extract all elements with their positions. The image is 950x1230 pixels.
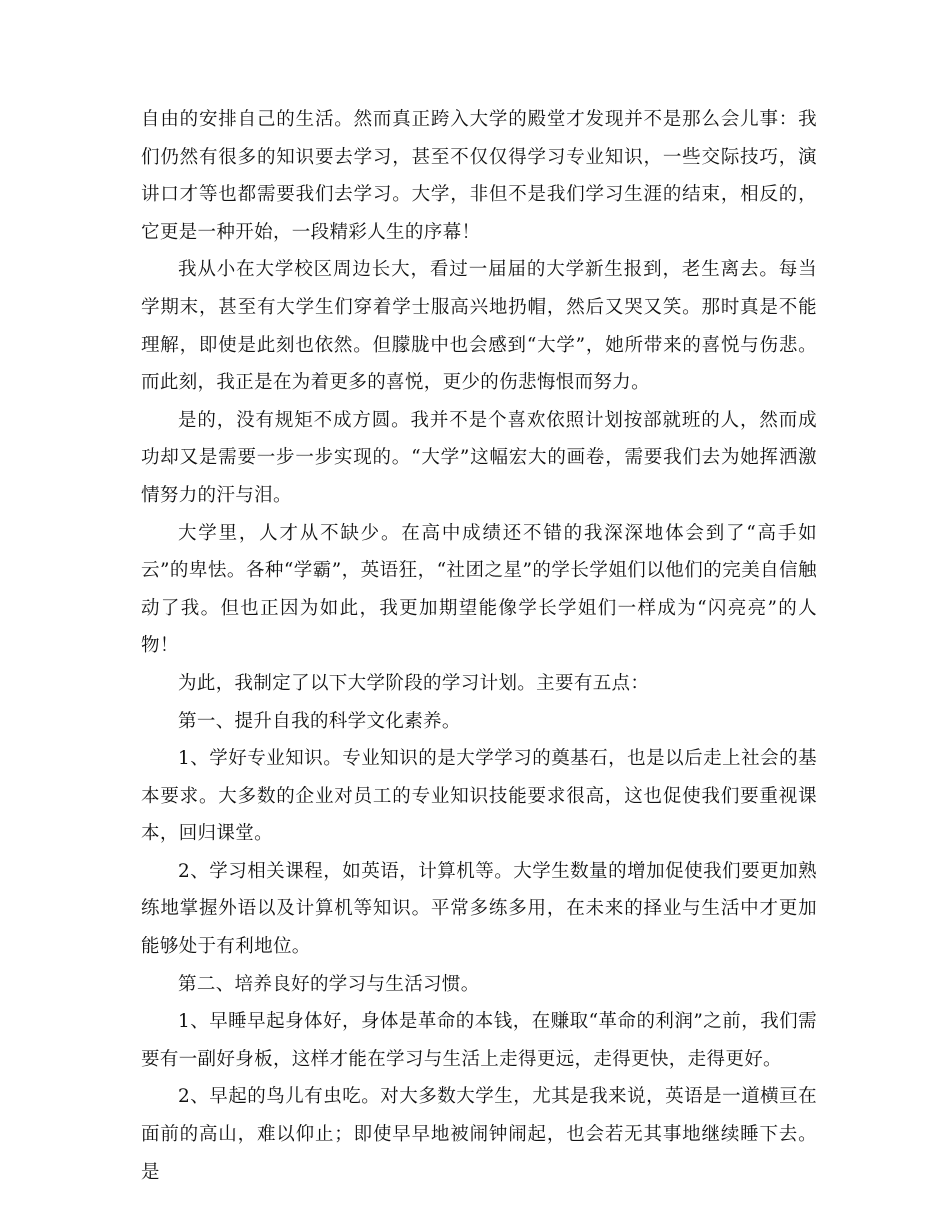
list-item-1-1: 1、学好专业知识。专业知识的是大学学习的奠基石，也是以后走上社会的基本要求。大多数的企业对员工的专业知识技能要求很高，这也促使我们要重视课本，回归课堂。 [141, 748, 817, 845]
paragraph-continuation: 自由的安排自己的生活。然而真正跨入大学的殿堂才发现并不是那么会儿事：我们仍然有很多的知识要去学习，甚至不仅仅得学习专业知识，一些交际技巧，演讲口才等也都需要我们去学习。大学，非但不是我们学习生涯的结束，相反的，它更是一种开始，一段精彩人生的序幕！ [141, 109, 817, 243]
paragraph-childhood: 我从小在大学校区周边长大，看过一届届的大学新生报到，老生离去。每当学期末，甚至有大学生们穿着学士服高兴地扔帽，然后又哭又笑。那时真是不能理解，即使是此刻也依然。但朦胧中也会感到“大学”，她所带来的喜悦与伤悲。而此刻，我正是在为着更多的喜悦，更少的伤悲悔恨而努力。 [141, 259, 817, 394]
paragraph-rules: 是的，没有规矩不成方圆。我并不是个喜欢依照计划按部就班的人，然而成功却又是需要一步一步实现的。“大学”这幅宏大的画卷，需要我们去为她挥洒激情努力的汗与泪。 [141, 409, 817, 506]
paragraph-plan-intro: 为此，我制定了以下大学阶段的学习计划。主要有五点： [178, 672, 650, 694]
document-body [141, 101, 817, 1191]
list-item-1-2: 2、学习相关课程，如英语，计算机等。大学生数量的增加促使我们要更加熟练地掌握外语以及计算机等知识。平常多练多用，在未来的择业与生活中才更加能够处于有利地位。 [141, 860, 817, 958]
paragraph-talent: 大学里，人才从不缺少。在高中成绩还不错的我深深地体会到了“高手如云”的卑怯。各种“学霸”，英语狂，“社团之星”的学长学姐们以他们的完美自信触动了我。但也正因为如此，我更加期望能像学长学姐们一样成为“闪亮亮”的人物！ [141, 522, 817, 657]
list-item-2-2: 2、早起的鸟儿有虫吃。对大多数大学生，尤其是我来说，英语是一道横亘在面前的高山，难以仰止；即使早早地被闹钟闹起，也会若无其事地继续睡下去。是 [141, 1086, 817, 1183]
section-heading-second: 第二、培养良好的学习与生活习惯。 [178, 973, 480, 995]
section-heading-first: 第一、提升自我的科学文化素养。 [178, 710, 461, 732]
list-item-2-1: 1、早睡早起身体好，身体是革命的本钱，在赚取“革命的利润”之前，我们需要有一副好身板，这样才能在学习与生活上走得更远，走得更快，走得更好。 [141, 1011, 817, 1070]
